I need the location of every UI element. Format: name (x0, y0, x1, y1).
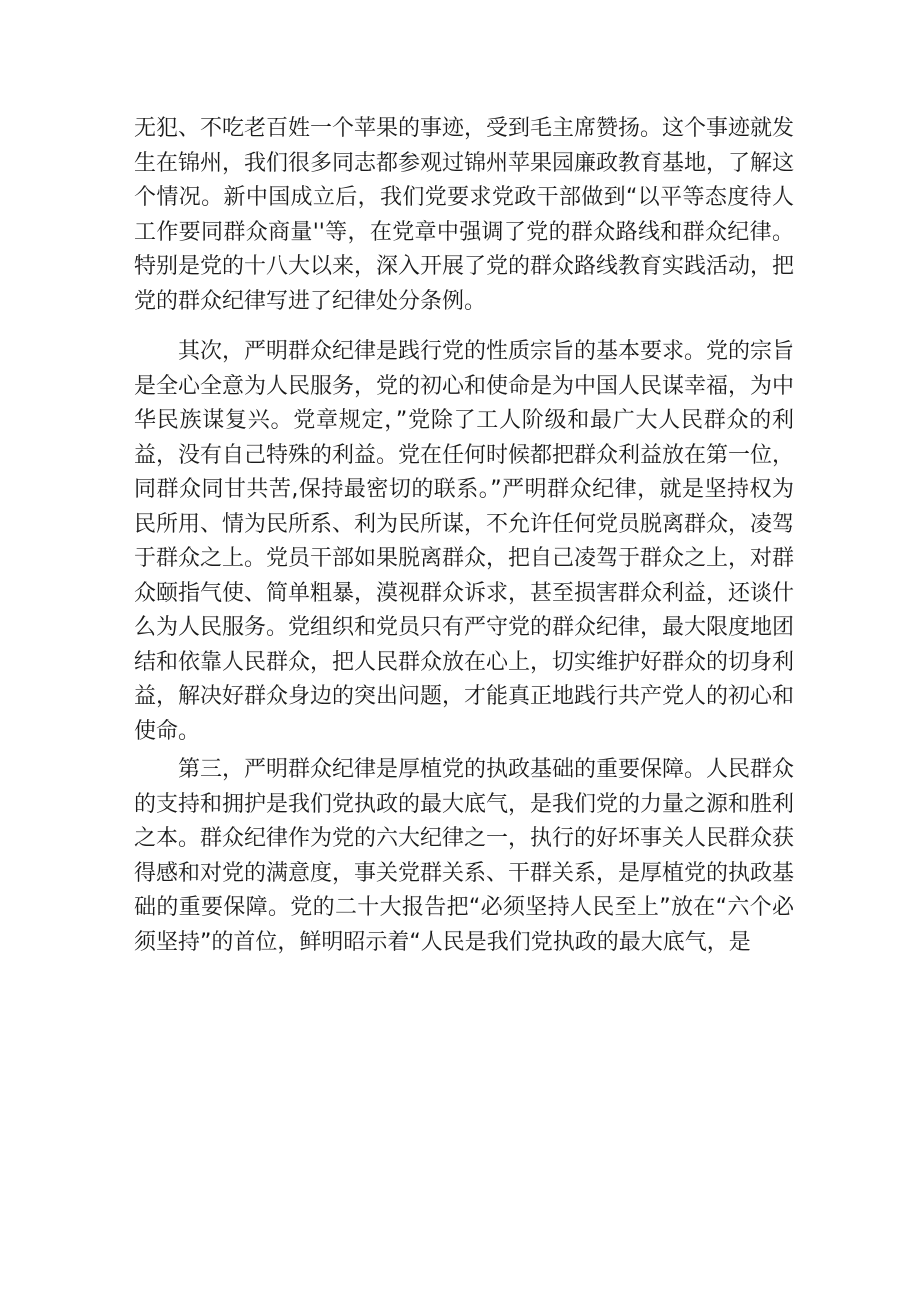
paragraph-third-point: 第三，严明群众纪律是厚植党的执政基础的重要保障。人民群众的支持和拥护是我们党执政的最大底气，是我们党的力量之源和胜利之本。群众纪律作为党的六大纪律之一，执行的好坏事关人民群众获得感和对党的满意度，事关党群关系、干群关系，是厚植党的执政基础的重要保障。党的二十大报告把“必须坚持人民至上”放在“六个必须坚持”的首位，鲜明昭示着“人民是我们党执政的最大底气，是 (134, 757, 795, 955)
paragraph-second-point: 其次，严明群众纪律是践行党的性质宗旨的基本要求。党的宗旨是全心全意为人民服务，党的初心和使命是为中国人民谋幸福，为中华民族谋复兴。党章规定，”党除了工人阶级和最广大人民群众的利益，没有自己特殊的利益。党在任何时候都把群众利益放在第一位，同群众同甘共苦,保持最密切的联系。”严明群众纪律，就是坚持权为民所用、情为民所系、利为民所谋，不允许任何党员脱离群众，凌驾于群众之上。党员干部如果脱离群众，把自己凌驾于群众之上，对群众颐指气使、简单粗暴，漠视群众诉求，甚至损害群众利益，还谈什么为人民服务。党组织和党员只有严守党的群众纪律，最大限度地团结和依靠人民群众，把人民群众放在心上，切实维护好群众的切身利益，解决好群众身边的突出问题，才能真正地践行共产党人的初心和使命。 (134, 339, 795, 744)
body-text (134, 112, 794, 960)
paragraph-continuation: 无犯、不吃老百姓一个苹果的事迹，受到毛主席赞扬。这个事迹就发生在锦州，我们很多同志都参观过锦州苹果园廉政教育基地，了解这个情况。新中国成立后，我们党要求党政干部做到“以平等态度待人工作要同群众商量''等，在党章中强调了党的群众路线和群众纪律。特别是党的十八大以来，深入开展了党的群众路线教育实践活动，把党的群众纪律写进了纪律处分条例。 (134, 116, 795, 314)
